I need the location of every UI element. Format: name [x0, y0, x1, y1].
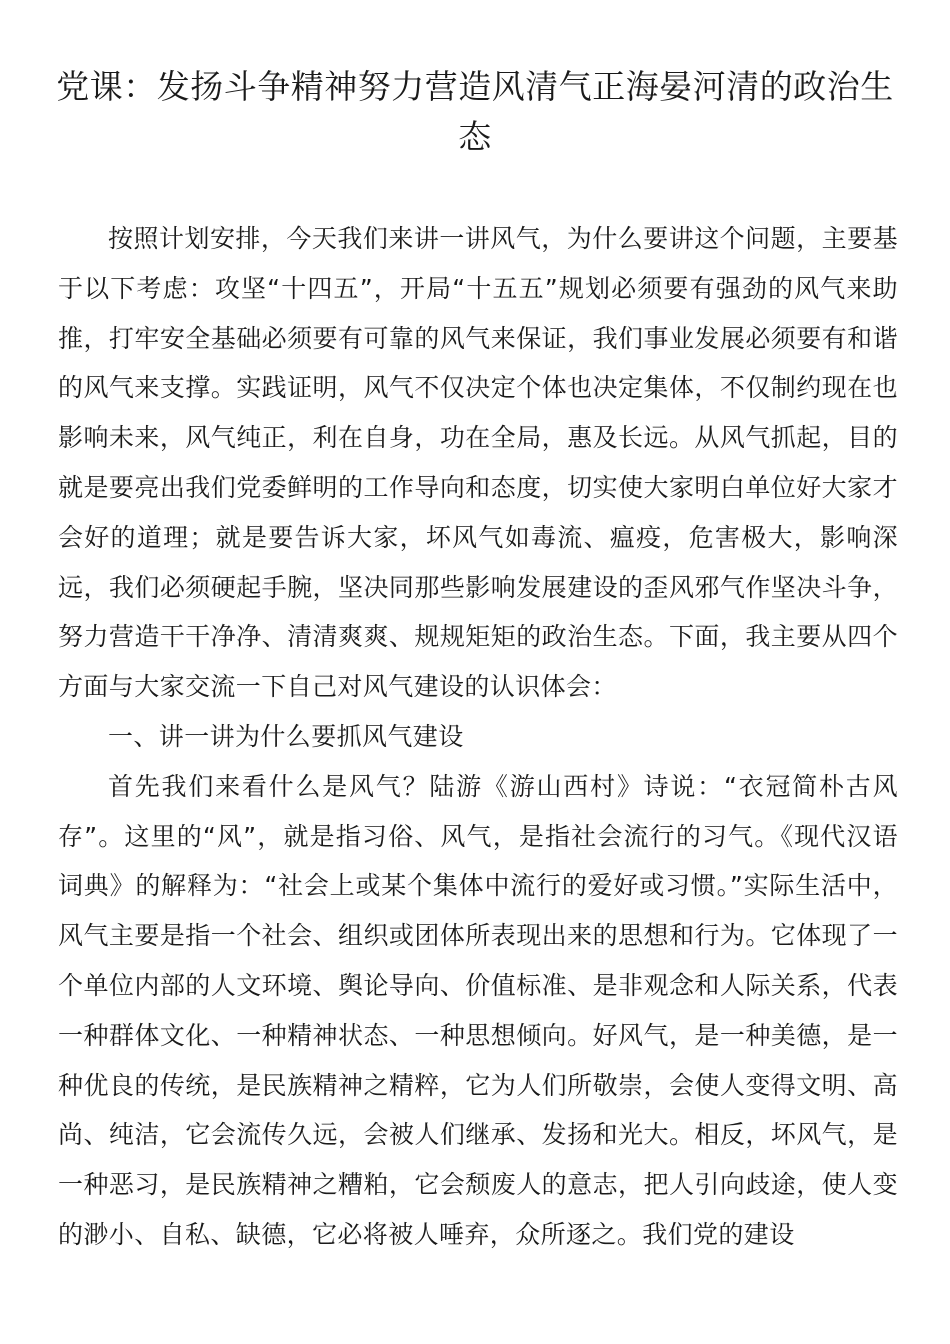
- section-heading: 一、讲一讲为什么要抓风气建设: [108, 721, 464, 751]
- body-paragraph: 首先我们来看什么是风气？陆游《游山西村》诗说：“衣冠简朴古风存”。这里的“风”，就是指习俗、风气，是指社会流行的习气。《现代汉语词典》的解释为：“社会上或某个集体中流行的爱好或习惯。”实际生活中，风气主要是指一个社会、组织或团体所表现出来的思想和行为。它体现了一个单位内部的人文环境、舆论导向、价值标准、是非观念和人际关系，代表一种群体文化、一种精神状态、一种思想倾向。好风气，是一种美德，是一种优良的传统，是民族精神之精粹，它为人们所敬崇，会使人变得文明、高尚、纯洁，它会流传久远，会被人们继承、发扬和光大。相反，坏风气，是一种恶习，是民族精神之糟粕，它会颓废人的意志，把人引向歧途，使人变的渺小、自私、缺德，它必将被人唾弃，众所逐之。我们党的建设: [58, 771, 898, 1249]
- intro-paragraph: 按照计划安排，今天我们来讲一讲风气，为什么要讲这个问题，主要基于以下考虑：攻坚“十四五”，开局“十五五”规划必须要有强劲的风气来助推，打牢安全基础必须要有可靠的风气来保证，我们事业发展必须要有和谐的风气来支撑。实践证明，风气不仅决定个体也决定集体，不仅制约现在也影响未来，风气纯正，利在自身，功在全局，惠及长远。从风气抓起，目的就是要亮出我们党委鲜明的工作导向和态度，切实使大家明白单位好大家才会好的道理；就是要告诉大家，坏风气如毒流、瘟疫，危害极大，影响深远，我们必须硬起手腕，坚决同那些影响发展建设的歪风邪气作坚决斗争，努力营造干干净净、清清爽爽、规规矩矩的政治生态。下面，我主要从四个方面与大家交流一下自己对风气建设的认识体会：: [58, 224, 898, 702]
- document-body: [58, 214, 898, 1260]
- document-title: 党课：发扬斗争精神努力营造风清气正海晏河清的政治生态: [56, 67, 894, 156]
